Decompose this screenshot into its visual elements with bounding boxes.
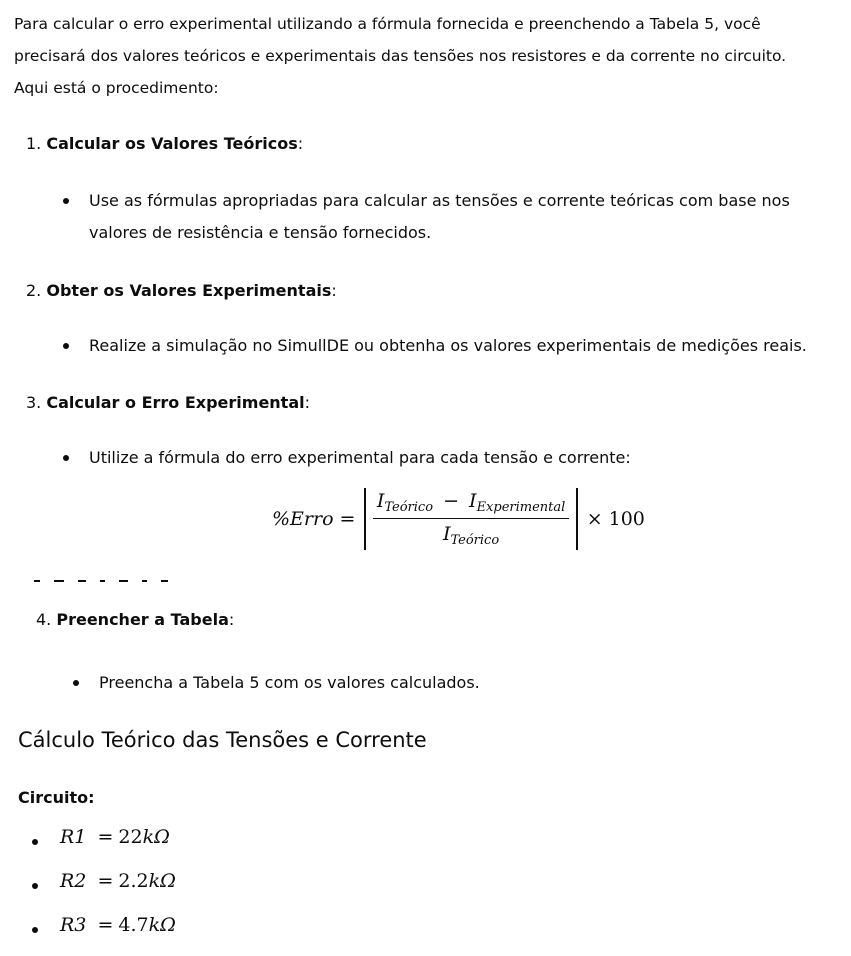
bullet-icon	[32, 883, 38, 889]
bullet-icon	[63, 455, 69, 461]
step-1-bullet-line-1: Use as fórmulas apropriadas para calcular as tensões e corrente teóricas com base nos	[89, 191, 790, 210]
formula-lhs: %Erro	[272, 508, 334, 530]
step-4-heading	[36, 610, 234, 629]
step-3-colon: :	[304, 393, 310, 412]
r2-unit: kΩ	[148, 870, 176, 892]
resistor-r2	[60, 870, 176, 892]
step-1-title: Calcular os Valores Teóricos	[46, 134, 298, 153]
r2-name: R2	[60, 870, 87, 892]
bullet-icon	[73, 680, 79, 686]
step-1-colon: :	[297, 134, 304, 153]
step-3-bullet: Utilize a fórmula do erro experimental para cada tensão e corrente:	[89, 448, 631, 467]
bullet-icon	[32, 839, 38, 845]
formula-equals: =	[339, 508, 356, 530]
step-4-bullet: Preencha a Tabela 5 com os valores calculados.	[99, 673, 480, 692]
numerator-i-experimental: I	[469, 490, 477, 512]
step-4-title: Preencher a Tabela	[56, 610, 229, 629]
step-3-heading	[26, 393, 310, 412]
formula-numerator	[373, 490, 569, 519]
numerator-sub-teorico: Teórico	[384, 500, 434, 515]
step-2-bullet: Realize a simulação no SimullDE ou obtenha os valores experimentais de medições reais.	[89, 336, 807, 355]
resistor-r3	[60, 914, 176, 936]
r3-unit: kΩ	[148, 914, 176, 936]
denominator-i: I	[442, 523, 451, 545]
step-2-colon: :	[331, 281, 337, 300]
formula-fraction	[373, 490, 569, 548]
intro-line-1: Para calcular o erro experimental utilizando a fórmula fornecida e preenchendo a Tabela 5, você	[14, 15, 761, 33]
formula-times: ×	[586, 508, 603, 530]
formula-minus: −	[443, 490, 459, 512]
error-formula	[272, 487, 645, 551]
r1-equals: =	[97, 826, 114, 848]
formula-denominator	[443, 519, 499, 548]
step-1-bullet-line-2: valores de resistência e tensão fornecidos.	[89, 223, 432, 242]
intro-line-2: precisará dos valores teóricos e experimentais das tensões nos resistores e da corrente no circuito.	[14, 47, 787, 65]
abs-bar-left	[364, 488, 365, 550]
r3-value: 4.7	[118, 914, 149, 936]
step-2-number: 2.	[26, 281, 42, 300]
formula-hundred: 100	[608, 508, 645, 530]
intro-paragraph	[14, 8, 844, 104]
circuit-label: Circuito:	[18, 788, 95, 807]
step-2-title: Obter os Valores Experimentais	[46, 281, 332, 300]
step-1-bullet	[89, 185, 790, 249]
r2-equals: =	[97, 870, 114, 892]
resistor-r1	[60, 826, 170, 848]
numerator-i-teorico: I	[376, 490, 385, 512]
bullet-icon	[32, 927, 38, 933]
r2-value: 2.2	[118, 870, 149, 892]
step-4-colon: :	[228, 610, 235, 629]
numerator-sub-experimental: Experimental	[476, 500, 566, 515]
r1-unit: kΩ	[142, 826, 170, 848]
step-4-number: 4.	[36, 610, 52, 629]
r1-name: R1	[60, 826, 87, 848]
step-1-number: 1.	[26, 134, 42, 153]
r3-equals: =	[97, 914, 114, 936]
bullet-icon	[63, 198, 69, 204]
denominator-sub-teorico: Teórico	[450, 533, 500, 548]
step-3-title: Calcular o Erro Experimental	[46, 393, 305, 412]
section-heading: Cálculo Teórico das Tensões e Corrente	[18, 728, 427, 752]
r1-value: 22	[118, 826, 143, 848]
bullet-icon	[63, 343, 69, 349]
intro-line-3: Aqui está o procedimento:	[14, 79, 219, 97]
step-1-heading	[26, 134, 303, 153]
abs-bar-right	[576, 488, 577, 550]
step-3-number: 3.	[26, 393, 42, 412]
r3-name: R3	[60, 914, 87, 936]
step-2-heading	[26, 281, 337, 300]
clipped-text-fragment	[34, 568, 214, 582]
